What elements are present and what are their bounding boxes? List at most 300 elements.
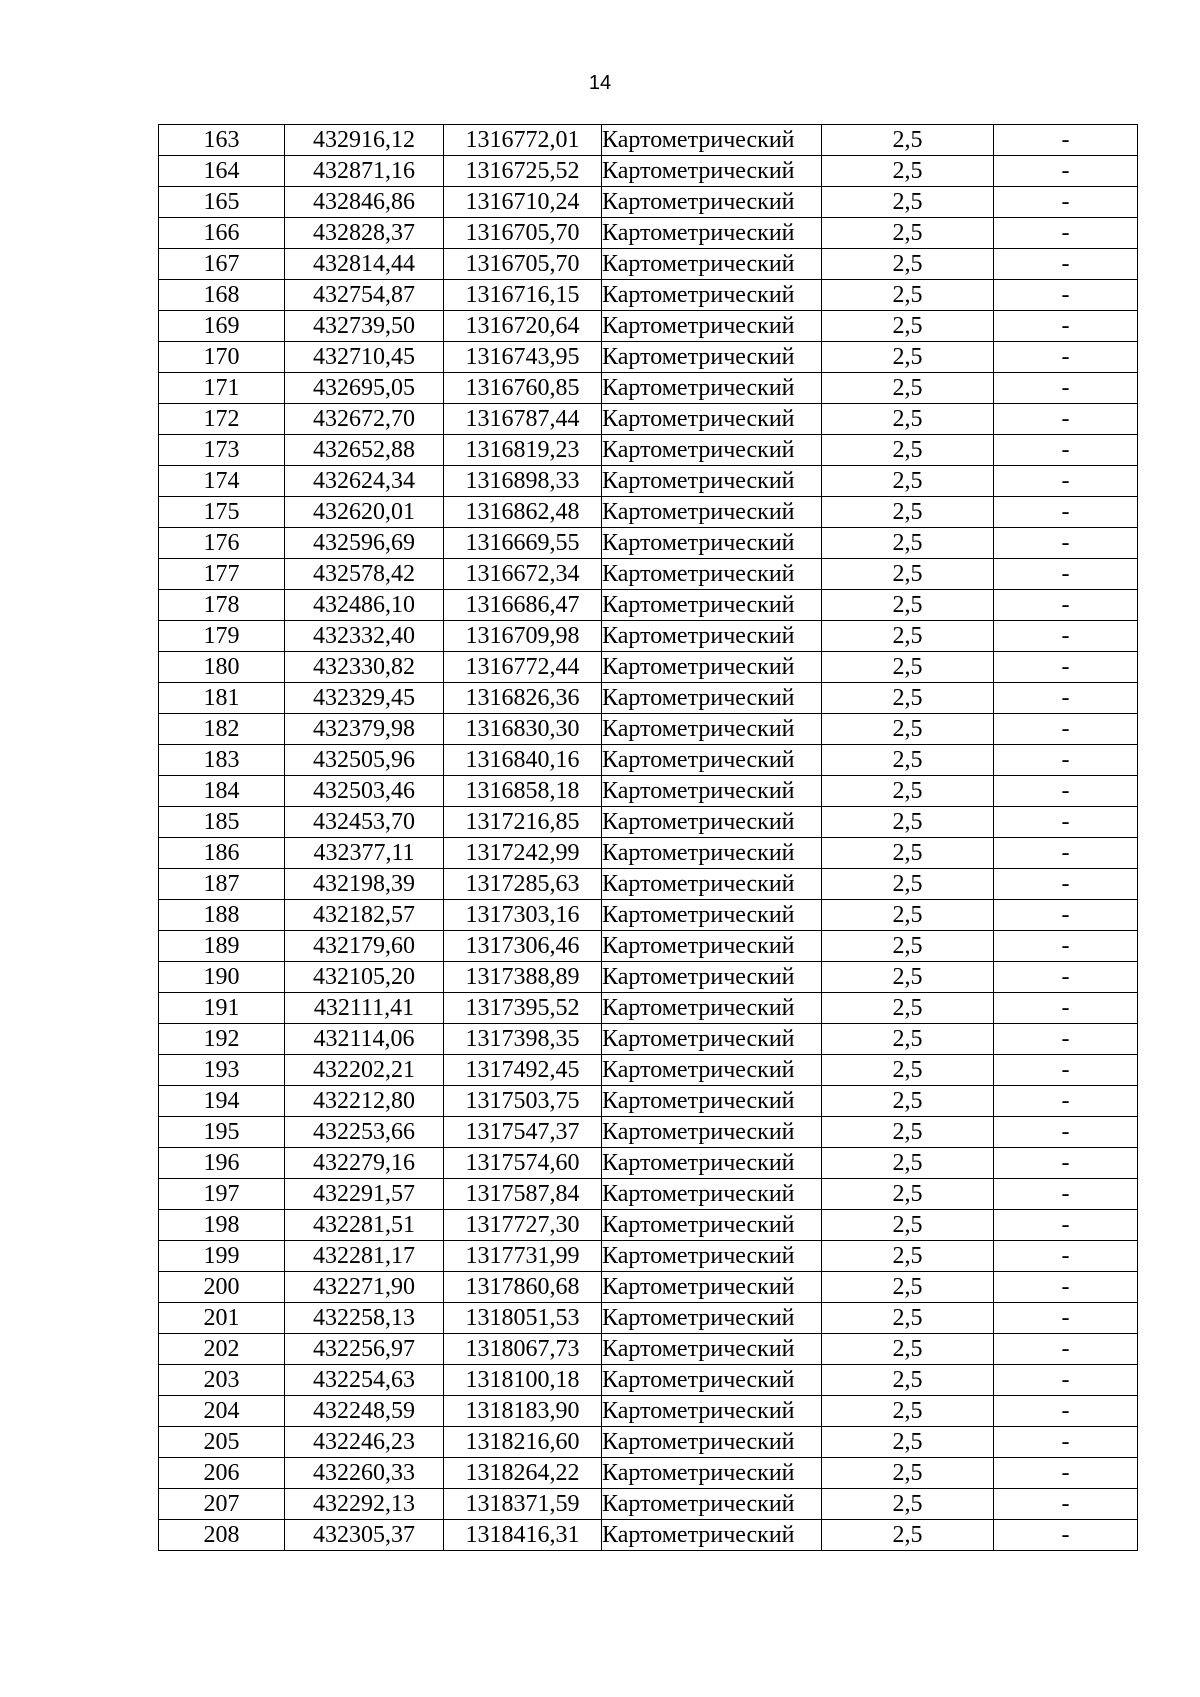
y-coordinate-cell: 1316743,95: [444, 342, 602, 373]
method-cell: Картометрический: [602, 869, 822, 900]
y-coordinate-cell: 1317492,45: [444, 1055, 602, 1086]
y-coordinate-cell: 1318183,90: [444, 1396, 602, 1427]
description-cell: -: [994, 1148, 1138, 1179]
description-cell: -: [994, 1303, 1138, 1334]
method-cell: Картометрический: [602, 373, 822, 404]
description-cell: -: [994, 900, 1138, 931]
x-coordinate-cell: 432330,82: [285, 652, 444, 683]
x-coordinate-cell: 432258,13: [285, 1303, 444, 1334]
table-row: [159, 280, 1138, 311]
point-number-cell: 166: [159, 218, 285, 249]
method-cell: Картометрический: [602, 714, 822, 745]
table-row: [159, 869, 1138, 900]
accuracy-cell: 2,5: [822, 1210, 994, 1241]
description-cell: -: [994, 280, 1138, 311]
point-number-cell: 191: [159, 993, 285, 1024]
x-coordinate-cell: 432329,45: [285, 683, 444, 714]
point-number-cell: 176: [159, 528, 285, 559]
description-cell: -: [994, 373, 1138, 404]
description-cell: -: [994, 838, 1138, 869]
point-number-cell: 195: [159, 1117, 285, 1148]
y-coordinate-cell: 1316672,34: [444, 559, 602, 590]
method-cell: Картометрический: [602, 156, 822, 187]
point-number-cell: 189: [159, 931, 285, 962]
description-cell: -: [994, 1055, 1138, 1086]
method-cell: Картометрический: [602, 745, 822, 776]
table-row: [159, 1241, 1138, 1272]
coordinates-table-body: [159, 125, 1138, 1551]
description-cell: -: [994, 807, 1138, 838]
description-cell: -: [994, 962, 1138, 993]
table-row: [159, 807, 1138, 838]
description-cell: -: [994, 776, 1138, 807]
y-coordinate-cell: 1317860,68: [444, 1272, 602, 1303]
x-coordinate-cell: 432578,42: [285, 559, 444, 590]
table-row: [159, 528, 1138, 559]
accuracy-cell: 2,5: [822, 652, 994, 683]
point-number-cell: 173: [159, 435, 285, 466]
y-coordinate-cell: 1318371,59: [444, 1489, 602, 1520]
description-cell: -: [994, 652, 1138, 683]
method-cell: Картометрический: [602, 838, 822, 869]
table-row: [159, 1396, 1138, 1427]
point-number-cell: 207: [159, 1489, 285, 1520]
description-cell: -: [994, 249, 1138, 280]
method-cell: Картометрический: [602, 683, 822, 714]
y-coordinate-cell: 1316862,48: [444, 497, 602, 528]
x-coordinate-cell: 432814,44: [285, 249, 444, 280]
method-cell: Картометрический: [602, 962, 822, 993]
y-coordinate-cell: 1316760,85: [444, 373, 602, 404]
point-number-cell: 208: [159, 1520, 285, 1551]
method-cell: Картометрический: [602, 1334, 822, 1365]
y-coordinate-cell: 1317547,37: [444, 1117, 602, 1148]
method-cell: Картометрический: [602, 1272, 822, 1303]
point-number-cell: 178: [159, 590, 285, 621]
accuracy-cell: 2,5: [822, 776, 994, 807]
table-row: [159, 590, 1138, 621]
point-number-cell: 170: [159, 342, 285, 373]
y-coordinate-cell: 1316709,98: [444, 621, 602, 652]
accuracy-cell: 2,5: [822, 1055, 994, 1086]
accuracy-cell: 2,5: [822, 1241, 994, 1272]
accuracy-cell: 2,5: [822, 1179, 994, 1210]
table-row: [159, 714, 1138, 745]
description-cell: -: [994, 1272, 1138, 1303]
point-number-cell: 198: [159, 1210, 285, 1241]
method-cell: Картометрический: [602, 559, 822, 590]
x-coordinate-cell: 432754,87: [285, 280, 444, 311]
accuracy-cell: 2,5: [822, 931, 994, 962]
table-row: [159, 1334, 1138, 1365]
y-coordinate-cell: 1316710,24: [444, 187, 602, 218]
coordinates-table: [158, 124, 1138, 1551]
method-cell: Картометрический: [602, 218, 822, 249]
method-cell: Картометрический: [602, 311, 822, 342]
x-coordinate-cell: 432695,05: [285, 373, 444, 404]
description-cell: -: [994, 1334, 1138, 1365]
table-row: [159, 993, 1138, 1024]
table-row: [159, 187, 1138, 218]
method-cell: Картометрический: [602, 1489, 822, 1520]
description-cell: -: [994, 1210, 1138, 1241]
y-coordinate-cell: 1316705,70: [444, 218, 602, 249]
table-row: [159, 1055, 1138, 1086]
accuracy-cell: 2,5: [822, 962, 994, 993]
point-number-cell: 206: [159, 1458, 285, 1489]
description-cell: -: [994, 125, 1138, 156]
description-cell: -: [994, 714, 1138, 745]
point-number-cell: 183: [159, 745, 285, 776]
table-row: [159, 156, 1138, 187]
point-number-cell: 187: [159, 869, 285, 900]
accuracy-cell: 2,5: [822, 466, 994, 497]
accuracy-cell: 2,5: [822, 249, 994, 280]
point-number-cell: 164: [159, 156, 285, 187]
table-row: [159, 373, 1138, 404]
accuracy-cell: 2,5: [822, 497, 994, 528]
x-coordinate-cell: 432260,33: [285, 1458, 444, 1489]
x-coordinate-cell: 432672,70: [285, 404, 444, 435]
method-cell: Картометрический: [602, 1303, 822, 1334]
method-cell: Картометрический: [602, 249, 822, 280]
method-cell: Картометрический: [602, 1427, 822, 1458]
method-cell: Картометрический: [602, 1117, 822, 1148]
y-coordinate-cell: 1317303,16: [444, 900, 602, 931]
description-cell: -: [994, 621, 1138, 652]
x-coordinate-cell: 432828,37: [285, 218, 444, 249]
point-number-cell: 192: [159, 1024, 285, 1055]
accuracy-cell: 2,5: [822, 621, 994, 652]
table-row: [159, 1458, 1138, 1489]
table-row: [159, 1117, 1138, 1148]
y-coordinate-cell: 1317395,52: [444, 993, 602, 1024]
y-coordinate-cell: 1316772,44: [444, 652, 602, 683]
description-cell: -: [994, 218, 1138, 249]
method-cell: Картометрический: [602, 621, 822, 652]
y-coordinate-cell: 1317574,60: [444, 1148, 602, 1179]
accuracy-cell: 2,5: [822, 993, 994, 1024]
description-cell: -: [994, 311, 1138, 342]
table-row: [159, 1272, 1138, 1303]
point-number-cell: 190: [159, 962, 285, 993]
y-coordinate-cell: 1317731,99: [444, 1241, 602, 1272]
table-row: [159, 776, 1138, 807]
accuracy-cell: 2,5: [822, 1148, 994, 1179]
table-row: [159, 931, 1138, 962]
accuracy-cell: 2,5: [822, 900, 994, 931]
accuracy-cell: 2,5: [822, 342, 994, 373]
description-cell: -: [994, 931, 1138, 962]
x-coordinate-cell: 432377,11: [285, 838, 444, 869]
table-row: [159, 218, 1138, 249]
x-coordinate-cell: 432624,34: [285, 466, 444, 497]
y-coordinate-cell: 1318051,53: [444, 1303, 602, 1334]
accuracy-cell: 2,5: [822, 1520, 994, 1551]
point-number-cell: 200: [159, 1272, 285, 1303]
method-cell: Картометрический: [602, 993, 822, 1024]
table-row: [159, 745, 1138, 776]
description-cell: -: [994, 1427, 1138, 1458]
y-coordinate-cell: 1316720,64: [444, 311, 602, 342]
x-coordinate-cell: 432253,66: [285, 1117, 444, 1148]
method-cell: Картометрический: [602, 280, 822, 311]
x-coordinate-cell: 432305,37: [285, 1520, 444, 1551]
description-cell: -: [994, 528, 1138, 559]
accuracy-cell: 2,5: [822, 683, 994, 714]
point-number-cell: 171: [159, 373, 285, 404]
y-coordinate-cell: 1316826,36: [444, 683, 602, 714]
x-coordinate-cell: 432202,21: [285, 1055, 444, 1086]
x-coordinate-cell: 432114,06: [285, 1024, 444, 1055]
description-cell: -: [994, 1396, 1138, 1427]
method-cell: Картометрический: [602, 807, 822, 838]
y-coordinate-cell: 1318216,60: [444, 1427, 602, 1458]
x-coordinate-cell: 432871,16: [285, 156, 444, 187]
method-cell: Картометрический: [602, 187, 822, 218]
table-row: [159, 683, 1138, 714]
y-coordinate-cell: 1317216,85: [444, 807, 602, 838]
description-cell: -: [994, 1241, 1138, 1272]
y-coordinate-cell: 1318100,18: [444, 1365, 602, 1396]
point-number-cell: 167: [159, 249, 285, 280]
accuracy-cell: 2,5: [822, 125, 994, 156]
accuracy-cell: 2,5: [822, 590, 994, 621]
x-coordinate-cell: 432379,98: [285, 714, 444, 745]
method-cell: Картометрический: [602, 1148, 822, 1179]
method-cell: Картометрический: [602, 1520, 822, 1551]
x-coordinate-cell: 432256,97: [285, 1334, 444, 1365]
table-row: [159, 1303, 1138, 1334]
x-coordinate-cell: 432271,90: [285, 1272, 444, 1303]
method-cell: Картометрический: [602, 528, 822, 559]
accuracy-cell: 2,5: [822, 1117, 994, 1148]
table-row: [159, 1427, 1138, 1458]
y-coordinate-cell: 1317503,75: [444, 1086, 602, 1117]
x-coordinate-cell: 432248,59: [285, 1396, 444, 1427]
table-row: [159, 621, 1138, 652]
description-cell: -: [994, 1024, 1138, 1055]
description-cell: -: [994, 745, 1138, 776]
table-row: [159, 1148, 1138, 1179]
point-number-cell: 182: [159, 714, 285, 745]
method-cell: Картометрический: [602, 435, 822, 466]
page-number: 14: [588, 72, 612, 94]
x-coordinate-cell: 432503,46: [285, 776, 444, 807]
description-cell: -: [994, 559, 1138, 590]
description-cell: -: [994, 1117, 1138, 1148]
accuracy-cell: 2,5: [822, 1489, 994, 1520]
description-cell: -: [994, 435, 1138, 466]
point-number-cell: 196: [159, 1148, 285, 1179]
x-coordinate-cell: 432212,80: [285, 1086, 444, 1117]
point-number-cell: 193: [159, 1055, 285, 1086]
description-cell: -: [994, 1458, 1138, 1489]
point-number-cell: 185: [159, 807, 285, 838]
accuracy-cell: 2,5: [822, 373, 994, 404]
method-cell: Картометрический: [602, 1179, 822, 1210]
y-coordinate-cell: 1317388,89: [444, 962, 602, 993]
method-cell: Картометрический: [602, 125, 822, 156]
y-coordinate-cell: 1318264,22: [444, 1458, 602, 1489]
description-cell: -: [994, 590, 1138, 621]
y-coordinate-cell: 1316898,33: [444, 466, 602, 497]
y-coordinate-cell: 1316830,30: [444, 714, 602, 745]
description-cell: -: [994, 342, 1138, 373]
x-coordinate-cell: 432292,13: [285, 1489, 444, 1520]
description-cell: -: [994, 466, 1138, 497]
description-cell: -: [994, 497, 1138, 528]
accuracy-cell: 2,5: [822, 528, 994, 559]
table-row: [159, 1520, 1138, 1551]
point-number-cell: 168: [159, 280, 285, 311]
table-row: [159, 311, 1138, 342]
accuracy-cell: 2,5: [822, 1396, 994, 1427]
table-row: [159, 249, 1138, 280]
description-cell: -: [994, 683, 1138, 714]
y-coordinate-cell: 1316819,23: [444, 435, 602, 466]
description-cell: -: [994, 1086, 1138, 1117]
method-cell: Картометрический: [602, 1241, 822, 1272]
table-row: [159, 900, 1138, 931]
accuracy-cell: 2,5: [822, 156, 994, 187]
description-cell: -: [994, 187, 1138, 218]
table-row: [159, 1210, 1138, 1241]
x-coordinate-cell: 432105,20: [285, 962, 444, 993]
x-coordinate-cell: 432179,60: [285, 931, 444, 962]
x-coordinate-cell: 432111,41: [285, 993, 444, 1024]
y-coordinate-cell: 1316772,01: [444, 125, 602, 156]
description-cell: -: [994, 1489, 1138, 1520]
y-coordinate-cell: 1318416,31: [444, 1520, 602, 1551]
accuracy-cell: 2,5: [822, 1024, 994, 1055]
point-number-cell: 165: [159, 187, 285, 218]
description-cell: -: [994, 404, 1138, 435]
point-number-cell: 197: [159, 1179, 285, 1210]
point-number-cell: 180: [159, 652, 285, 683]
y-coordinate-cell: 1316686,47: [444, 590, 602, 621]
point-number-cell: 194: [159, 1086, 285, 1117]
accuracy-cell: 2,5: [822, 807, 994, 838]
y-coordinate-cell: 1317727,30: [444, 1210, 602, 1241]
method-cell: Картометрический: [602, 590, 822, 621]
table-row: [159, 559, 1138, 590]
table-row: [159, 435, 1138, 466]
accuracy-cell: 2,5: [822, 1458, 994, 1489]
table-row: [159, 1086, 1138, 1117]
point-number-cell: 179: [159, 621, 285, 652]
table-row: [159, 466, 1138, 497]
method-cell: Картометрический: [602, 342, 822, 373]
accuracy-cell: 2,5: [822, 1086, 994, 1117]
x-coordinate-cell: 432254,63: [285, 1365, 444, 1396]
x-coordinate-cell: 432453,70: [285, 807, 444, 838]
x-coordinate-cell: 432281,51: [285, 1210, 444, 1241]
y-coordinate-cell: 1316787,44: [444, 404, 602, 435]
x-coordinate-cell: 432710,45: [285, 342, 444, 373]
y-coordinate-cell: 1318067,73: [444, 1334, 602, 1365]
x-coordinate-cell: 432198,39: [285, 869, 444, 900]
point-number-cell: 205: [159, 1427, 285, 1458]
y-coordinate-cell: 1316669,55: [444, 528, 602, 559]
accuracy-cell: 2,5: [822, 838, 994, 869]
point-number-cell: 203: [159, 1365, 285, 1396]
method-cell: Картометрический: [602, 466, 822, 497]
table-row: [159, 497, 1138, 528]
table-row: [159, 962, 1138, 993]
description-cell: -: [994, 1365, 1138, 1396]
accuracy-cell: 2,5: [822, 404, 994, 435]
method-cell: Картометрический: [602, 404, 822, 435]
x-coordinate-cell: 432246,23: [285, 1427, 444, 1458]
x-coordinate-cell: 432279,16: [285, 1148, 444, 1179]
method-cell: Картометрический: [602, 497, 822, 528]
y-coordinate-cell: 1316716,15: [444, 280, 602, 311]
accuracy-cell: 2,5: [822, 218, 994, 249]
table-row: [159, 1179, 1138, 1210]
accuracy-cell: 2,5: [822, 311, 994, 342]
y-coordinate-cell: 1317398,35: [444, 1024, 602, 1055]
x-coordinate-cell: 432486,10: [285, 590, 444, 621]
point-number-cell: 172: [159, 404, 285, 435]
point-number-cell: 186: [159, 838, 285, 869]
point-number-cell: 188: [159, 900, 285, 931]
x-coordinate-cell: 432739,50: [285, 311, 444, 342]
point-number-cell: 174: [159, 466, 285, 497]
accuracy-cell: 2,5: [822, 435, 994, 466]
method-cell: Картометрический: [602, 1365, 822, 1396]
point-number-cell: 202: [159, 1334, 285, 1365]
accuracy-cell: 2,5: [822, 1272, 994, 1303]
method-cell: Картометрический: [602, 1024, 822, 1055]
point-number-cell: 175: [159, 497, 285, 528]
accuracy-cell: 2,5: [822, 714, 994, 745]
accuracy-cell: 2,5: [822, 1365, 994, 1396]
accuracy-cell: 2,5: [822, 1303, 994, 1334]
y-coordinate-cell: 1316858,18: [444, 776, 602, 807]
accuracy-cell: 2,5: [822, 280, 994, 311]
method-cell: Картометрический: [602, 1210, 822, 1241]
x-coordinate-cell: 432505,96: [285, 745, 444, 776]
accuracy-cell: 2,5: [822, 187, 994, 218]
method-cell: Картометрический: [602, 1086, 822, 1117]
point-number-cell: 169: [159, 311, 285, 342]
accuracy-cell: 2,5: [822, 1427, 994, 1458]
description-cell: -: [994, 1520, 1138, 1551]
x-coordinate-cell: 432291,57: [285, 1179, 444, 1210]
method-cell: Картометрический: [602, 1055, 822, 1086]
method-cell: Картометрический: [602, 1396, 822, 1427]
method-cell: Картометрический: [602, 652, 822, 683]
x-coordinate-cell: 432652,88: [285, 435, 444, 466]
description-cell: -: [994, 993, 1138, 1024]
point-number-cell: 177: [159, 559, 285, 590]
table-row: [159, 1489, 1138, 1520]
method-cell: Картометрический: [602, 776, 822, 807]
accuracy-cell: 2,5: [822, 1334, 994, 1365]
point-number-cell: 199: [159, 1241, 285, 1272]
table-row: [159, 125, 1138, 156]
description-cell: -: [994, 156, 1138, 187]
description-cell: -: [994, 1179, 1138, 1210]
point-number-cell: 181: [159, 683, 285, 714]
method-cell: Картометрический: [602, 931, 822, 962]
table-row: [159, 342, 1138, 373]
method-cell: Картометрический: [602, 1458, 822, 1489]
x-coordinate-cell: 432182,57: [285, 900, 444, 931]
x-coordinate-cell: 432332,40: [285, 621, 444, 652]
point-number-cell: 163: [159, 125, 285, 156]
